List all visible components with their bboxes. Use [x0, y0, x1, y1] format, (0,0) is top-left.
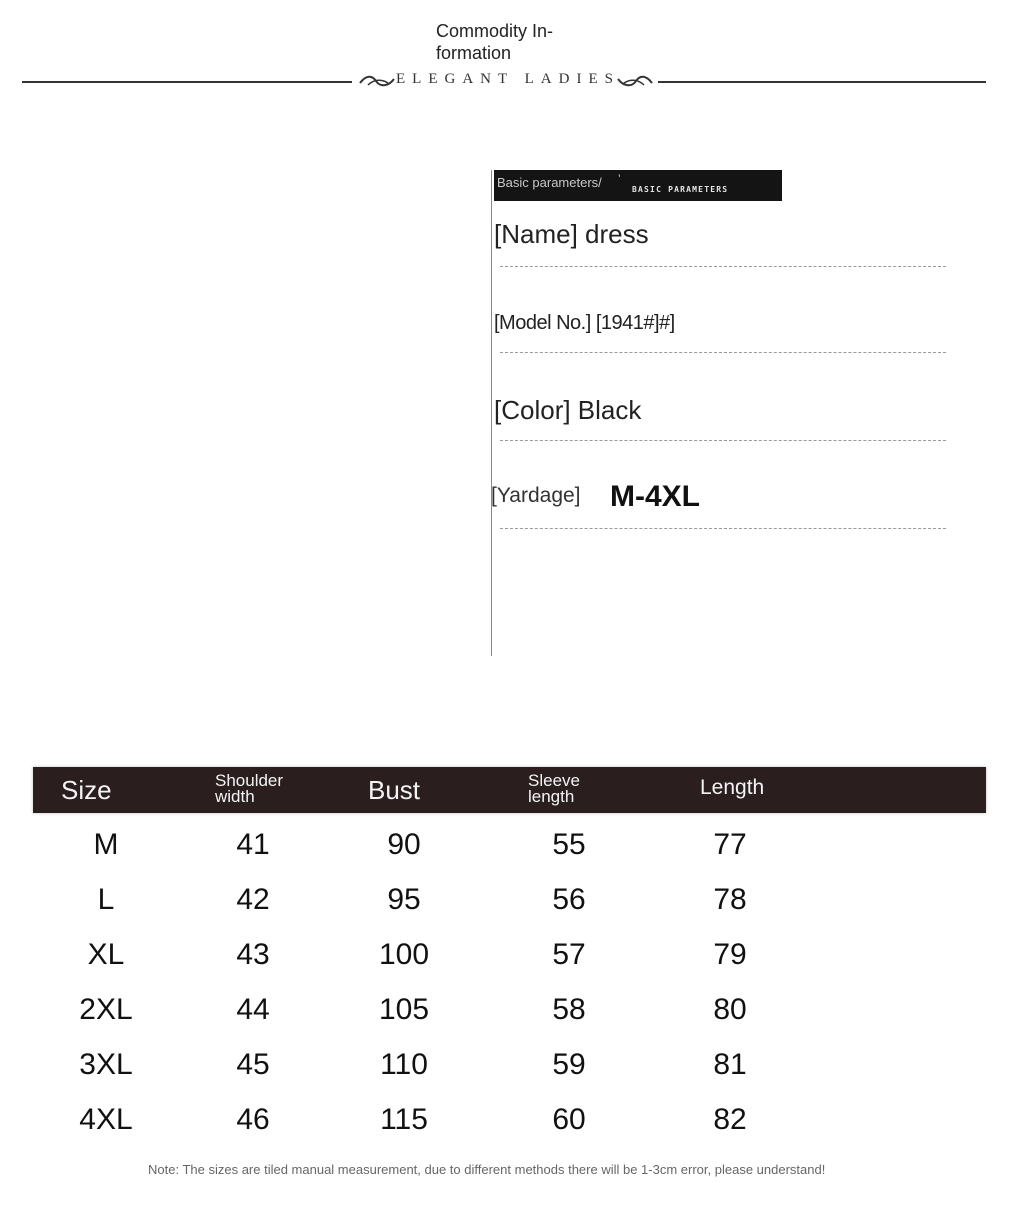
cell-size: M	[93, 828, 119, 861]
cell-length: 80	[713, 993, 747, 1026]
cell-shoulder-width: 46	[236, 1103, 270, 1136]
param-yardage-label: [Yardage]	[491, 484, 581, 507]
cell-sleeve-length: 55	[552, 828, 586, 861]
param-name: [Name] dress	[494, 219, 649, 249]
ornament-text: ELEGANT LADIES	[396, 71, 620, 87]
param-color: [Color] Black	[494, 395, 642, 425]
banner-text: Basic parameters/	[497, 175, 602, 190]
cell-shoulder-width: 42	[236, 883, 270, 916]
cell-bust: 115	[380, 1103, 428, 1136]
cell-shoulder-width: 41	[236, 828, 270, 861]
cell-sleeve-length: 59	[552, 1048, 586, 1081]
cell-size: XL	[87, 938, 125, 971]
header-sleeve-length	[528, 773, 580, 805]
dashed-divider	[500, 528, 946, 529]
cell-length: 82	[713, 1103, 747, 1136]
swirl-ornament-icon	[614, 73, 654, 89]
cell-length: 81	[713, 1048, 747, 1081]
cell-bust: 95	[387, 883, 421, 916]
banner-tick: ’	[618, 172, 621, 186]
cell-sleeve-length: 56	[552, 883, 586, 916]
cell-sleeve-length: 60	[552, 1103, 586, 1136]
param-model: [Model No.] [1941#]#]	[494, 312, 675, 334]
header-size: Size	[61, 775, 112, 805]
header-sleeve-line2: length	[528, 787, 575, 806]
cell-length: 79	[713, 938, 747, 971]
table-row	[0, 993, 1024, 1048]
cell-size: 3XL	[79, 1048, 133, 1081]
cell-bust: 90	[387, 828, 421, 861]
table-row	[0, 1048, 1024, 1103]
size-table-header	[33, 767, 986, 813]
table-row	[0, 883, 1024, 938]
cell-bust: 100	[378, 938, 430, 971]
banner-caps-text: BASIC PARAMETERS	[632, 185, 729, 194]
dashed-divider	[500, 440, 946, 441]
header-rule-left	[22, 81, 352, 83]
table-row	[0, 1103, 1024, 1158]
dashed-divider	[500, 352, 946, 353]
cell-size: L	[97, 883, 115, 916]
dashed-divider	[500, 266, 946, 267]
header-shoulder-line1: Shoulder	[215, 771, 284, 790]
table-row	[0, 828, 1024, 883]
header-shoulder-line2: width	[215, 787, 255, 806]
cell-size: 2XL	[79, 993, 133, 1026]
header-length: Length	[700, 776, 765, 799]
cell-sleeve-length: 57	[552, 938, 586, 971]
header-shoulder-width	[215, 773, 283, 805]
cell-bust: 105	[378, 993, 430, 1026]
cell-sleeve-length: 58	[552, 993, 586, 1026]
parameters-divider	[491, 170, 492, 656]
header-bust: Bust	[368, 775, 421, 805]
header-sleeve-line1: Sleeve	[528, 771, 580, 790]
cell-shoulder-width: 43	[236, 938, 270, 971]
cell-size: 4XL	[79, 1103, 133, 1136]
page-title: Commodity In-formation	[436, 21, 554, 63]
cell-shoulder-width: 44	[236, 993, 270, 1026]
cell-length: 77	[713, 828, 747, 861]
cell-bust: 110	[380, 1048, 428, 1081]
param-yardage-value: M-4XL	[610, 480, 700, 513]
cell-shoulder-width: 45	[236, 1048, 270, 1081]
measurement-note: Note: The sizes are tiled manual measurement, due to different methods there will be 1-3cm error, please understand!	[148, 1162, 826, 1177]
table-row	[0, 938, 1024, 993]
header-rule-right	[658, 81, 986, 83]
cell-length: 78	[713, 883, 747, 916]
parameters-banner	[494, 170, 782, 201]
